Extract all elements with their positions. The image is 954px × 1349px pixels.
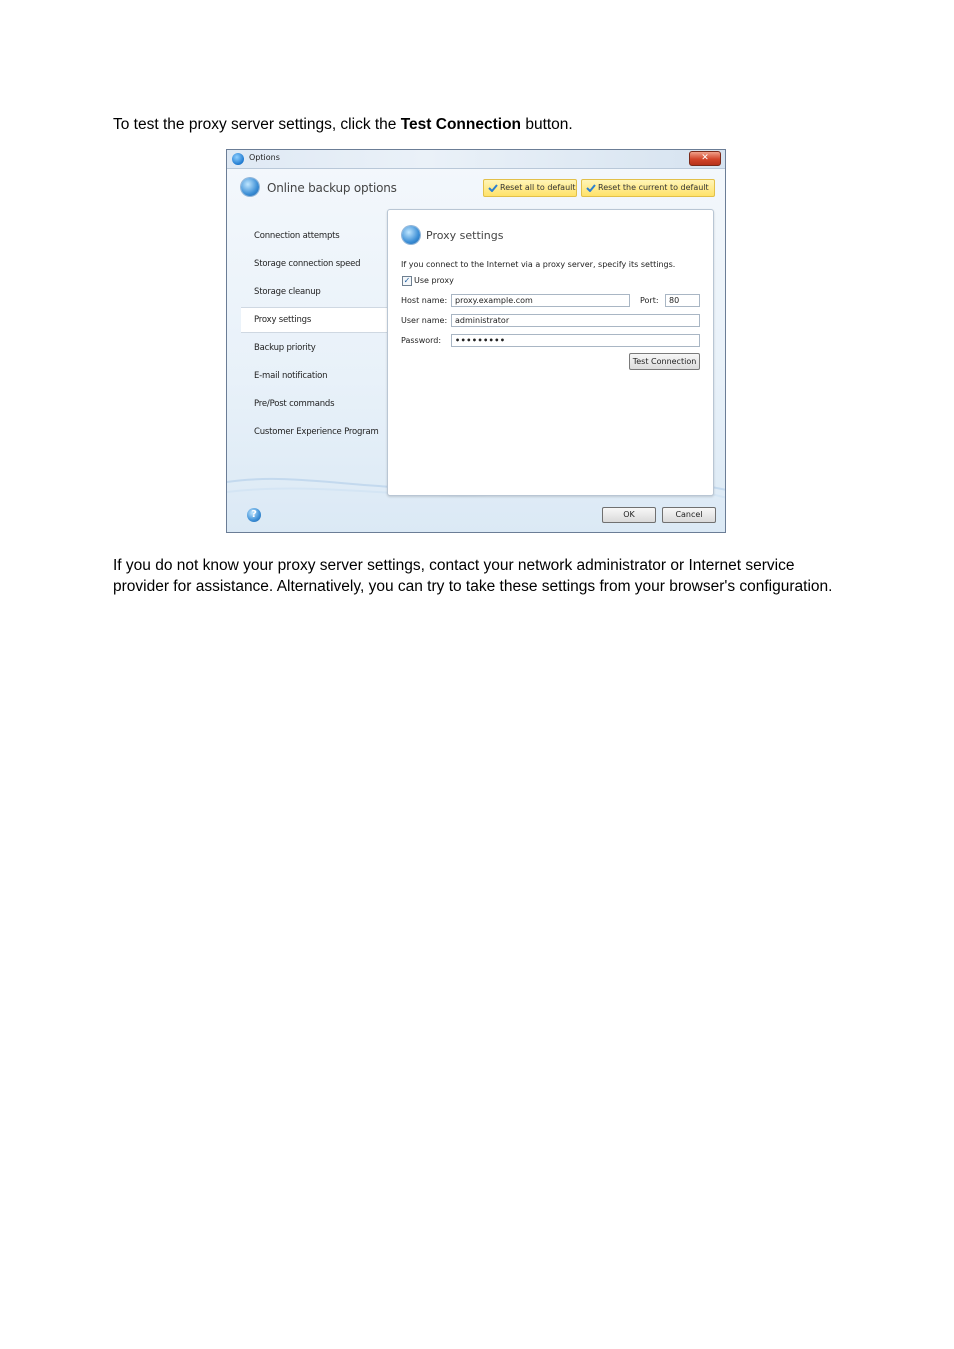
globe-icon xyxy=(241,178,259,196)
sidebar-item-email-notification[interactable]: E-mail notification xyxy=(254,371,328,381)
header-title: Online backup options xyxy=(267,181,397,195)
sidebar-item-storage-connection-speed[interactable]: Storage connection speed xyxy=(254,259,361,269)
options-window xyxy=(226,149,726,533)
sidebar-item-customer-experience-program[interactable]: Customer Experience Program xyxy=(254,427,379,437)
user-name-input[interactable]: administrator xyxy=(451,314,700,327)
sidebar-item-proxy-settings[interactable]: Proxy settings xyxy=(254,315,312,325)
window-title: Options xyxy=(249,153,280,162)
panel-description: If you connect to the Internet via a proxy server, specify its settings. xyxy=(401,260,676,269)
user-name-label: User name: xyxy=(401,316,448,325)
password-label: Password: xyxy=(401,336,442,345)
host-name-label: Host name: xyxy=(401,296,448,305)
app-icon xyxy=(232,153,244,165)
sidebar-item-connection-attempts[interactable]: Connection attempts xyxy=(254,231,340,241)
check-shield-icon xyxy=(586,184,596,192)
help-icon[interactable]: ? xyxy=(247,508,261,522)
sidebar-item-storage-cleanup[interactable]: Storage cleanup xyxy=(254,287,321,297)
sidebar-item-backup-priority[interactable]: Backup priority xyxy=(254,343,316,353)
close-button[interactable]: ✕ xyxy=(689,151,721,166)
intro-text-before: To test the proxy server settings, click the xyxy=(113,116,401,133)
password-input[interactable]: ••••••••• xyxy=(451,334,700,347)
host-name-input[interactable]: proxy.example.com xyxy=(451,294,630,307)
ok-button[interactable]: OK xyxy=(602,507,656,523)
check-shield-icon xyxy=(488,184,498,192)
intro-bold-button-name: Test Connection xyxy=(400,116,522,133)
cancel-button[interactable]: Cancel xyxy=(662,507,716,523)
reset-all-label: Reset all to default xyxy=(500,183,576,192)
use-proxy-label: Use proxy xyxy=(414,276,454,285)
title-bar xyxy=(227,150,725,169)
reset-current-button[interactable] xyxy=(581,179,715,197)
sidebar-item-pre-post-commands[interactable]: Pre/Post commands xyxy=(254,399,335,409)
reset-current-label: Reset the current to default xyxy=(598,183,709,192)
proxy-settings-panel xyxy=(387,209,714,496)
panel-title: Proxy settings xyxy=(426,229,504,242)
port-input[interactable]: 80 xyxy=(665,294,700,307)
closing-paragraph: If you do not know your proxy server settings, contact your network administrator or Internet service provider for assistance. Alternatively, you can try to take these settings from your browser's configuration. xyxy=(113,557,833,595)
port-label: Port: xyxy=(640,296,659,305)
intro-paragraph xyxy=(113,114,853,135)
globe-icon xyxy=(402,226,420,244)
intro-text-after: button. xyxy=(521,116,573,133)
reset-all-button[interactable] xyxy=(483,179,577,197)
use-proxy-checkbox[interactable]: ✓ xyxy=(403,276,411,285)
test-connection-button[interactable]: Test Connection xyxy=(629,353,700,370)
